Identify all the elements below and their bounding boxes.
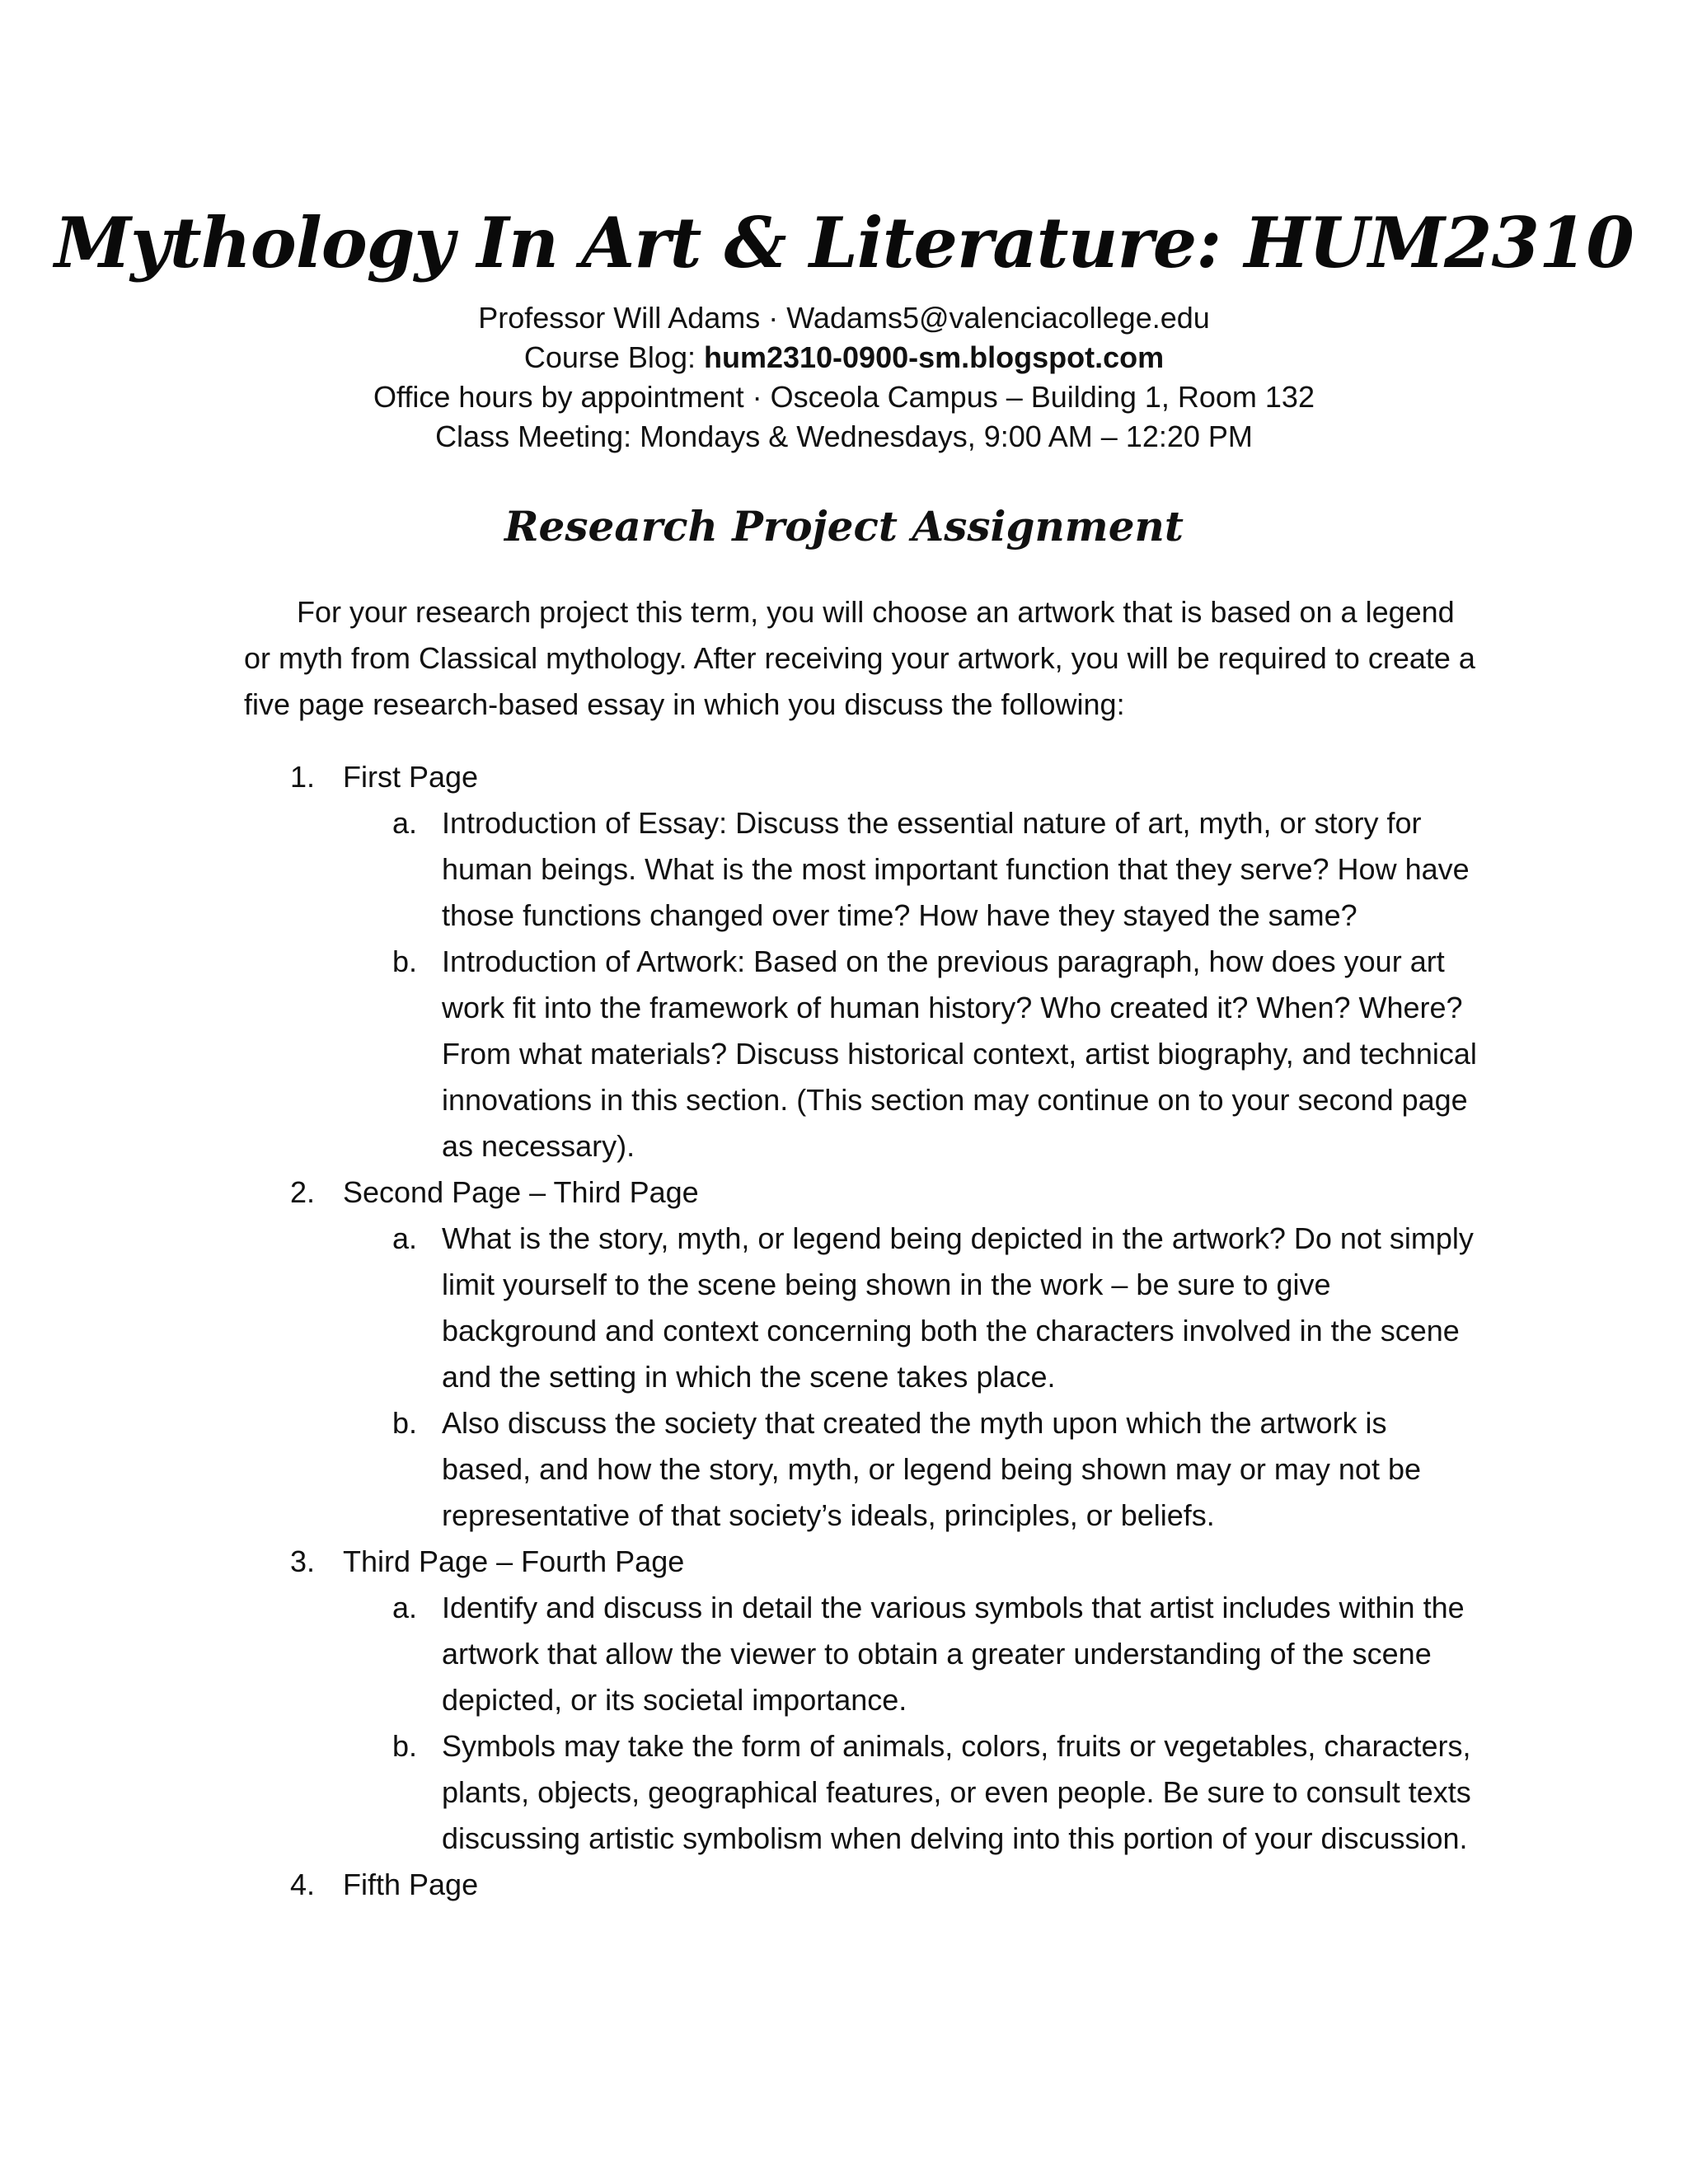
outline-number: 4. xyxy=(290,1868,316,1901)
office-hours-line: Office hours by appointment · Osceola Campus – Building 1, Room 132 xyxy=(373,380,1315,414)
subitem-text: Symbols may take the form of animals, colors, fruits or vegetables, characters, plants, objects, geographical features, or even people. Be sure to consult texts discussing artistic symbolism when delving into this portion of your discussion. xyxy=(442,1729,1471,1855)
outline-subitem xyxy=(343,800,1480,939)
outline-subitem xyxy=(343,1400,1480,1539)
subitem-text: Introduction of Essay: Discuss the essential nature of art, myth, or story for human beings. What is the most important function that they serve? How have those functions changed over time? How have they stayed the same? xyxy=(442,806,1470,932)
subitem-letter: b. xyxy=(392,1729,418,1763)
subitem-letter: b. xyxy=(392,1406,418,1440)
outline-label: Second Page – Third Page xyxy=(343,1175,699,1209)
professor-line: Professor Will Adams · Wadams5@valenciacollege.edu xyxy=(478,301,1210,335)
outline-label: Fifth Page xyxy=(343,1868,479,1901)
intro-text: For your research project this term, you will choose an artwork that is based on a legend or myth from Classical mythology. After receiving your artwork, you will be required to create a five page research-based essay in which you discuss the following: xyxy=(244,595,1475,721)
outline-sublist xyxy=(343,800,1480,1169)
outline-subitem xyxy=(343,1585,1480,1723)
subitem-text: Also discuss the society that created the myth upon which the artwork is based, and how the story, myth, or legend being shown may or may not be representative of that society’s ideals, principles, or beliefs. xyxy=(442,1406,1421,1532)
subitem-letter: a. xyxy=(392,806,418,840)
outline-number: 1. xyxy=(290,760,316,794)
course-title: Mythology In Art & Literature: HUM2310 xyxy=(54,202,1634,284)
subitem-letter: a. xyxy=(392,1221,418,1255)
subitem-letter: b. xyxy=(392,944,418,978)
blog-url: hum2310-0900-sm.blogspot.com xyxy=(703,340,1165,374)
subitem-letter: a. xyxy=(392,1591,418,1624)
outline-subitem xyxy=(343,1216,1480,1400)
subitem-text: Introduction of Artwork: Based on the previous paragraph, how does your art work fit into the framework of human history? Who created it? When? Where? From what materials? Discuss historical context, artist biography, and technical innovations in this section. (This section may continue on to your second page as necessary). xyxy=(442,944,1477,1163)
subitem-text: What is the story, myth, or legend being depicted in the artwork? Do not simply limit yourself to the scene being shown in the work – be sure to give background and context concerning both the characters involved in the scene and the setting in which the scene takes place. xyxy=(442,1221,1474,1394)
outline-subitem xyxy=(343,939,1480,1169)
assignment-title: Research Project Assignment xyxy=(504,502,1184,551)
outline-item xyxy=(244,754,1480,1169)
outline-number: 2. xyxy=(290,1175,316,1209)
outline-sublist xyxy=(343,1585,1480,1862)
outline-label: Third Page – Fourth Page xyxy=(343,1544,685,1578)
outline-subitem xyxy=(343,1723,1480,1862)
outline-item xyxy=(244,1862,1480,1908)
outline-list xyxy=(244,754,1480,1908)
outline-item xyxy=(244,1539,1480,1862)
outline-sublist xyxy=(343,1216,1480,1539)
outline-number: 3. xyxy=(290,1544,316,1578)
outline-label: First Page xyxy=(343,760,479,794)
blog-line xyxy=(0,338,1688,377)
intro-paragraph xyxy=(244,589,1480,728)
subitem-text: Identify and discuss in detail the various symbols that artist includes within the artwork that allow the viewer to obtain a greater understanding of the scene depicted, or its societal importance. xyxy=(442,1591,1465,1717)
blog-label: Course Blog: xyxy=(523,340,704,374)
course-info xyxy=(0,298,1688,457)
outline-item xyxy=(244,1169,1480,1539)
class-meeting-line: Class Meeting: Mondays & Wednesdays, 9:00 AM – 12:20 PM xyxy=(435,419,1253,453)
